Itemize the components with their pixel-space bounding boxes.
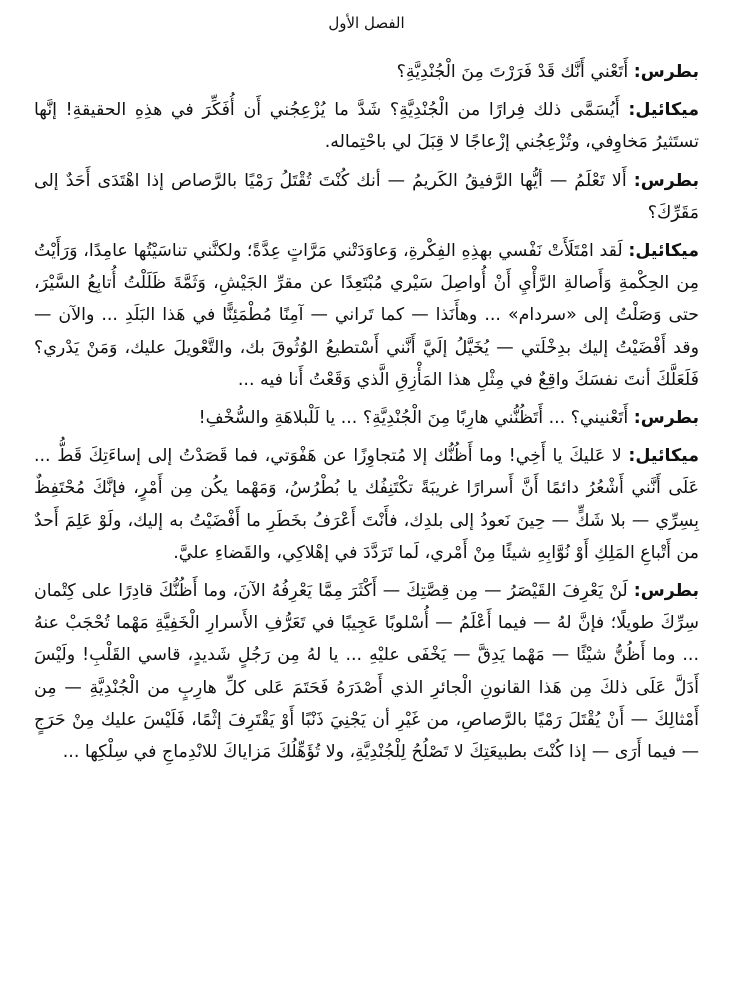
speaker-name: بطرس: — [633, 581, 699, 602]
dialogue-line — [34, 94, 699, 158]
dialogue-line — [34, 575, 699, 768]
dialogue-text: لَنْ يَعْرِفَ القَيْصَرُ — مِن قِصَّتِكَ — أَكْثَرَ مِمَّا يَعْرِفُهُ الآنَ، وما أَظُنُّكَ قادِرًا على كِتْمان سِرِّكَ طويلًا؛ فإنَّ لهُ — فيما أَعْلَمُ — أُسْلوبًا عَجِيبًا في تَعَرُّفِ الأَسرارِ الْخَفِيَّةِ مَهْما تُحْجَبْ عنهُ ... وما أَظُنُّ شيْئًا — مَهْما يَدِقَّ — يَخْفَى عليْهِ ... يا لهُ مِن رَجُلٍ شَديدٍ، قاسي القَلْبِ! ولَيْسَ أَدَلَّ عَلَى ذلكَ مِن هَذا القانونِ الْجائرِ الذي أَصْدَرَهُ فَحَتَمَ عَلى كلِّ هارِبٍ من الْجُنْدِيَّةِ — مِن أَمْثالِكَ — أَنْ يُقْتَلَ رَمْيًا بالرَّصاصِ، من غَيْرِ أن يَجْنِيَ ذَنْبًا أَوْ يَقْتَرِفَ إثْمًا، فَلَيْسَ عليك مِنْ حَرَجٍ — فيما أَرَى — إذا كُنْتَ بطبيعَتِكَ لا تَصْلُحُ لِلْجُنْدِيَّةِ، ولا تُؤَهِّلُكَ مَزاياكَ للانْدِماجِ في سِلْكِها ... — [34, 581, 699, 763]
dialogue-text: أَتَعْنيني؟ ... أَتَظُنُّني هارِبًا مِنَ الْجُنْدِيَّةِ؟ ... يا لَلْبلاهَةِ والسُّخْفِ! — [198, 408, 629, 429]
dialogue-line — [34, 440, 699, 569]
dialogue-text: أَتَعْني أَنَّك قَدْ فَرَرْتَ مِنَ الْجُنْدِيَّةِ؟ — [396, 62, 629, 82]
dialogue-line — [34, 56, 699, 88]
document-page — [34, 0, 699, 1000]
chapter-title: الفصل الأول — [328, 14, 405, 32]
dialogue-text: لَقد امْتَلَأَتْ نَفْسي بهذِهِ الفِكْرةِ، وَعاوَدَتْني مَرَّاتٍ عِدَّةً؛ ولكنَّني تناسَيْتُها عامِدًا، وَرَأَيْتُ مِن الحِكْمةِ وَأَصالةِ الرَّأْيِ أَنْ أُواصِلَ سَيْري مُبْتَعِدًا عن مقرِّ الجَيْشِ، وَثَمَّةَ ظَلَلْتُ أُتابِعُ السَّيْرَ، حتى وَصَلْتُ إلى «سردام» ... وهأَنَذا — كما تَراني — آمِنًا مُطْمَئِنًّا في هَذا البَلَدِ ... والآن — وقد أَفْضَيْتُ إليك بدِخْلَتي — يُخَيَّلُ إلَيَّ أَنَّني أَسْتطيعُ الوُثُوقَ بك، والتَّعْويلَ عليك، وَمَنْ يَدْري؟ فَلَعَلَّكَ أنتَ نفسَكَ واقِعٌ في مِثْلِ هذا المَأْزِقِ الَّذي وَقَعْتُ أَنا فيه ... — [34, 241, 699, 390]
speaker-name: ميكائيل: — [628, 241, 699, 262]
dialogue-line — [34, 235, 699, 396]
dialogue-text: أَلا تَعْلَمُ — أيُّها الرَّفيقُ الكَريمُ — أنك كُنْتَ تُقْتَلُ رَمْيًا بالرَّصاص إذا اهْتَدَى أَحَدٌ إلى مَقَرِّكَ؟ — [34, 170, 699, 223]
dialogue-line — [34, 402, 699, 434]
dialogue-line — [34, 165, 699, 229]
dialogue-text: أَيُسَمَّى ذلك فِرارًا من الْجُنْدِيَّةِ؟ شَدَّ ما يُزْعِجُني أَن أُفَكِّرَ في هذِهِ الحقيقةِ! إنَّها تستَثيرُ مَخاوِفي، وتُزْعِجُني إزْعاجًا لا قِبَلَ لي باحْتِماله. — [34, 100, 699, 153]
dialogue-text: لا عَليكَ يا أَخِي! وما أَظُنُّك إلا مُتجاوِزًا عن هَفْوَتي، فما قَصَدْتُ إلى إساءَتِكَ قَطُّ ... عَلَى أَنَّني أَشْعُرُ دائمًا أَنَّ أَسرارًا غريبَةً تكْتَنِفُك يا بُطْرُسُ، وَمَهْما يكُن مِن أَمْرٍ، فإنَّكَ مُحْتَفِظٌ بِسِرِّي — بلا شَكٍّ — حِينَ نَعودُ إلى بلدِك، فأَنْتَ أَعْرَفُ بخَطَرِ ما أَفْضَيْتُ به إليك، ولَوْ عَلِمَ أَحدٌ من أَتْباعِ المَلِكِ أَوْ نُوَّابِهِ شيئًا مِنْ أَمْري، لَما تَرَدَّدَ في إهْلاكِي، والقَضاءِ عليَّ. — [34, 446, 699, 563]
speaker-name: ميكائيل: — [628, 100, 699, 121]
speaker-name: بطرس: — [633, 408, 699, 429]
speaker-name: بطرس: — [633, 170, 700, 191]
speaker-name: بطرس: — [633, 62, 699, 82]
speaker-name: ميكائيل: — [628, 446, 699, 467]
